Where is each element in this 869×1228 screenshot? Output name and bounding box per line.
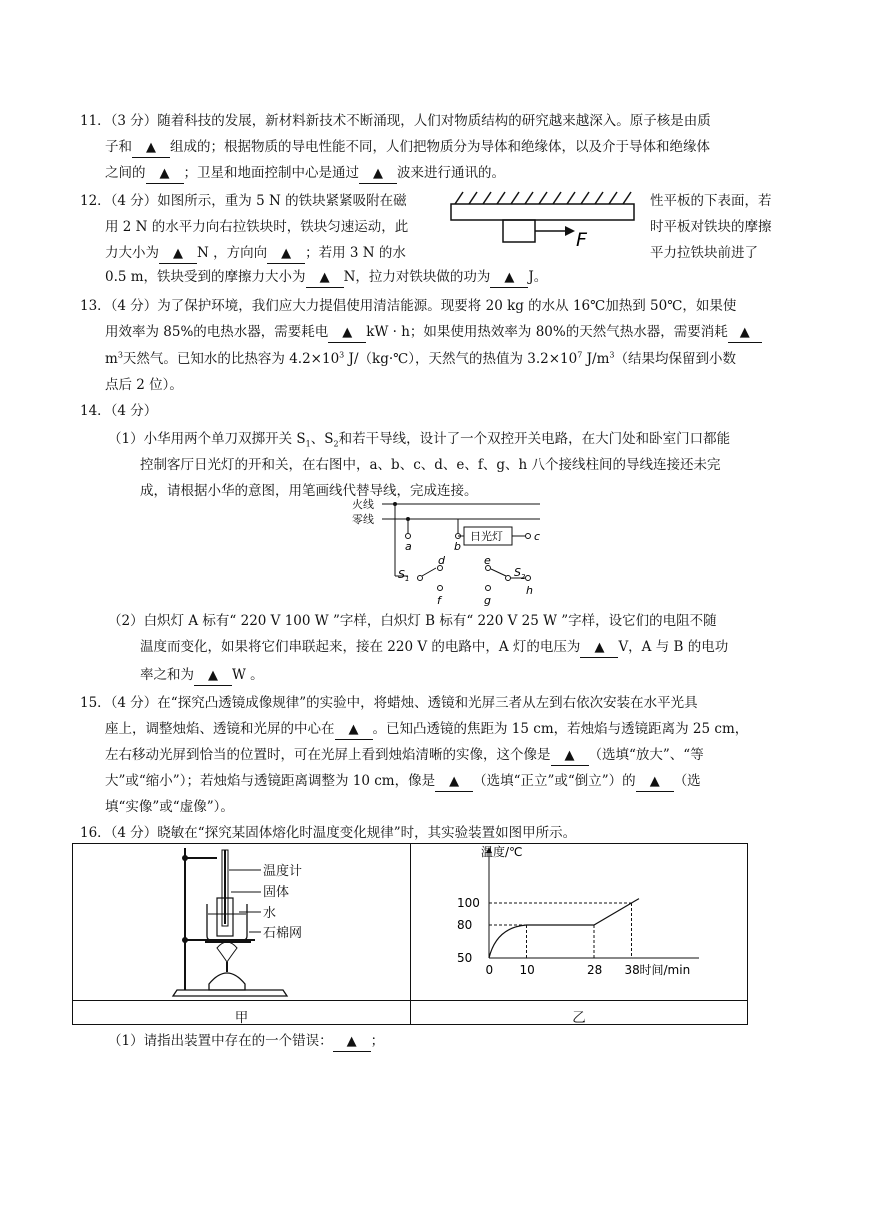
magnetic-plate bbox=[451, 204, 634, 220]
terminal-c-label: c bbox=[534, 530, 541, 543]
q12-line4 bbox=[105, 268, 547, 288]
q12-line3a bbox=[105, 244, 406, 264]
answer-blank[interactable] bbox=[490, 268, 528, 288]
terminal-g-label: g bbox=[484, 594, 491, 607]
iron-block bbox=[503, 220, 535, 242]
q11-line1: 11．（3 分）随着科技的发展，新材料新技术不断涌现，人们对物质结构的研究越来越深入。原子核是由质 bbox=[80, 113, 711, 129]
answer-mark: ▲ bbox=[346, 1034, 357, 1049]
x-tick-label: 28 bbox=[587, 963, 603, 977]
answer-blank[interactable] bbox=[159, 244, 197, 264]
apparatus-figure bbox=[167, 844, 397, 1000]
superscript: 7 bbox=[577, 350, 583, 360]
superscript: 3 bbox=[117, 350, 123, 360]
q15-line3 bbox=[105, 746, 704, 766]
x-tick-label: 10 bbox=[519, 963, 535, 977]
ring-screw bbox=[182, 937, 188, 943]
answer-blank[interactable] bbox=[580, 638, 618, 658]
terminal-c[interactable] bbox=[526, 534, 531, 539]
y-tick-label: 80 bbox=[457, 918, 473, 932]
force-label: F bbox=[576, 229, 587, 251]
q12-text: J。 bbox=[528, 269, 548, 285]
subscript: 1 bbox=[305, 439, 311, 449]
q13-text: J/m bbox=[582, 351, 610, 367]
q16-sub1 bbox=[108, 1032, 384, 1052]
x-tick-label: 0 bbox=[485, 963, 494, 977]
q15-text: （选 bbox=[673, 773, 701, 789]
q14-text: 率之和为 bbox=[140, 667, 194, 683]
switch-s2-blade bbox=[491, 569, 506, 576]
q15-text: 座上，调整烛焰、透镜和光屏的中心在 bbox=[105, 721, 335, 737]
answer-mark: ▲ bbox=[649, 774, 660, 789]
lamp-label: 日光灯 bbox=[470, 530, 503, 543]
terminal-d-label: d bbox=[438, 554, 445, 567]
q14-p2-line1: （2）白炽灯 A 标有“ 220 V 100 W ”字样，白炽灯 B 标有“ 220 V 25 W ”字样，设它们的电阻不随 bbox=[108, 613, 717, 629]
terminal-f[interactable] bbox=[438, 586, 443, 591]
q11-text: ；卫星和地面控制中心是通过 bbox=[183, 165, 359, 181]
q13-line4: 点后 2 位）。 bbox=[105, 377, 183, 393]
q12-text: 0.5 m，铁块受到的摩擦力大小为 bbox=[105, 269, 306, 285]
q15-text: （选填“放大”、“等 bbox=[588, 747, 704, 763]
q15-line1: 15．（4 分）在“探究凸透镜成像规律”的实验中，将蜡烛、透镜和光屏三者从左到右依次安装在水平光具 bbox=[80, 695, 698, 711]
answer-mark: ▲ bbox=[342, 325, 353, 340]
thermometer-label: 温度计 bbox=[263, 864, 303, 879]
q12-text: N ，方向向 bbox=[197, 245, 268, 261]
q15-line5: 填“实像”或“虚像”）。 bbox=[105, 799, 234, 815]
q12-text: N，拉力对铁块做的功为 bbox=[343, 269, 491, 285]
q14-text: 、S bbox=[310, 431, 334, 447]
beaker bbox=[207, 904, 247, 940]
q15-text: 。已知凸透镜的焦距为 15 cm，若烛焰与透镜距离为 25 cm， bbox=[372, 721, 749, 737]
q11-text: 波来进行通讯的。 bbox=[397, 165, 505, 181]
q15-text: 大”或“缩小”）；若烛焰与透镜距离调整为 10 cm，像是 bbox=[105, 773, 436, 789]
terminal-b-label: b bbox=[454, 540, 461, 553]
q14-p2-line3 bbox=[140, 666, 264, 686]
subscript: 2 bbox=[333, 439, 339, 449]
temperature-time-chart bbox=[451, 844, 747, 1000]
answer-blank[interactable] bbox=[335, 720, 373, 740]
q14-text: V，A 与 B 的电功 bbox=[618, 639, 729, 655]
q13-line3 bbox=[105, 350, 736, 368]
answer-mark: ▲ bbox=[281, 246, 292, 261]
q14-p1-line1 bbox=[108, 430, 730, 448]
terminal-h-label: h bbox=[526, 584, 533, 597]
answer-blank[interactable] bbox=[636, 772, 674, 792]
q11-text: 子和 bbox=[105, 139, 132, 155]
y-tick-label: 100 bbox=[457, 896, 480, 910]
y-axis-label: 温度/℃ bbox=[481, 845, 523, 859]
circuit-diagram bbox=[340, 496, 550, 610]
answer-mark: ▲ bbox=[208, 668, 218, 683]
table-divider bbox=[73, 1000, 747, 1001]
q13-text: kW · h；如果使用热效率为 80%的天然气热水器，需要消耗 bbox=[366, 324, 728, 340]
answer-mark: ▲ bbox=[739, 325, 750, 340]
terminal-a[interactable] bbox=[406, 534, 411, 539]
q14-head: 14．（4 分） bbox=[80, 403, 158, 419]
q14-text: （1）小华用两个单刀双掷开关 S bbox=[108, 431, 306, 447]
q15-line4 bbox=[105, 772, 701, 792]
q11-line2 bbox=[105, 138, 710, 158]
q14-p1-line2: 控制客厅日光灯的开和关，在右图中，a、b、c、d、e、f、g、h 八个接线柱间的导线连接还未完 bbox=[140, 457, 721, 473]
answer-mark: ▲ bbox=[594, 640, 605, 655]
temperature-curve bbox=[489, 899, 639, 958]
q14-text: 温度而变化，如果将它们串联起来，接在 220 V 的电路中，A 灯的电压为 bbox=[140, 639, 581, 655]
answer-blank[interactable] bbox=[194, 666, 232, 686]
answer-mark: ▲ bbox=[146, 140, 156, 155]
switch-s1-pivot[interactable] bbox=[418, 576, 423, 581]
clamp-screw bbox=[182, 855, 188, 861]
figure-a-label: 甲 bbox=[234, 1010, 249, 1026]
answer-mark: ▲ bbox=[564, 748, 575, 763]
gauze-label: 石棉网 bbox=[263, 926, 303, 941]
q16-text: （1）请指出装置中存在的一个错误： bbox=[108, 1033, 333, 1049]
answer-blank[interactable] bbox=[435, 772, 473, 792]
q13-text: 用效率为 85%的电热水器，需要耗电 bbox=[105, 324, 329, 340]
q15-text: （选填“正立”或“倒立”）的 bbox=[473, 773, 636, 789]
switch-s1-blade bbox=[422, 568, 436, 576]
arrow-head bbox=[565, 226, 575, 236]
q15-text: 左右移动光屏到恰当的位置时，可在光屏上看到烛焰清晰的实像，这个像是 bbox=[105, 747, 551, 763]
figure-b-label: 乙 bbox=[572, 1010, 586, 1026]
q16-line1: 16．（4 分）晓敏在“探究某固体熔化时温度变化规律”时，其实验装置如图甲所示。 bbox=[80, 825, 577, 841]
superscript: 3 bbox=[339, 350, 345, 360]
q15-line2 bbox=[105, 720, 748, 740]
answer-blank[interactable] bbox=[146, 164, 184, 184]
q12-text: ；若用 3 N 的水 bbox=[305, 245, 406, 261]
q14-p2-line2 bbox=[140, 638, 728, 658]
answer-mark: ▲ bbox=[159, 166, 170, 181]
answer-mark: ▲ bbox=[504, 270, 515, 285]
magnet-plate-figure bbox=[445, 190, 640, 252]
q14-text: W 。 bbox=[232, 667, 264, 683]
live-wire-label: 火线 bbox=[352, 498, 374, 511]
answer-blank[interactable] bbox=[359, 164, 397, 184]
water-label: 水 bbox=[263, 906, 277, 921]
flame bbox=[217, 942, 237, 962]
terminal-f-label: f bbox=[437, 594, 441, 607]
q16-text: ； bbox=[370, 1033, 385, 1049]
answer-blank[interactable] bbox=[333, 1032, 371, 1052]
figure-table bbox=[72, 843, 748, 1025]
q12-line3d: 平力拉铁块前进了 bbox=[650, 245, 758, 261]
answer-mark: ▲ bbox=[173, 246, 183, 261]
q12-line2b: 时平板对铁块的摩擦 bbox=[650, 219, 772, 235]
q12-line2a: 用 2 N 的水平力向右拉铁块时，铁块匀速运动，此 bbox=[105, 219, 409, 235]
answer-blank[interactable] bbox=[728, 323, 762, 343]
stand-base bbox=[173, 990, 287, 996]
q12-text: 力大小为 bbox=[105, 245, 159, 261]
q11-line3 bbox=[105, 164, 505, 184]
neutral-wire-label: 零线 bbox=[352, 513, 374, 526]
q13-text: （结果均保留到小数 bbox=[614, 351, 736, 367]
q13-line2 bbox=[105, 323, 762, 343]
terminal-h[interactable] bbox=[526, 576, 531, 581]
answer-blank[interactable] bbox=[132, 138, 170, 158]
q13-text: 天然气。已知水的比热容为 4.2×10 bbox=[122, 351, 340, 367]
solid-label: 固体 bbox=[263, 885, 290, 900]
terminal-g[interactable] bbox=[486, 586, 491, 591]
table-divider bbox=[410, 844, 411, 1024]
terminal-e-label: e bbox=[484, 554, 491, 567]
answer-blank[interactable] bbox=[267, 244, 305, 264]
x-tick-label: 38 bbox=[624, 963, 640, 977]
switch-s2-label: $S_2$ bbox=[514, 566, 526, 581]
q13-text: J/（kg·℃），天然气的热值为 3.2×10 bbox=[344, 351, 578, 367]
answer-blank[interactable] bbox=[328, 323, 366, 343]
x-axis-label: 时间/min bbox=[639, 963, 691, 977]
q14-p1-line3: 成，请根据小华的意图，用笔画线代替导线，完成连接。 bbox=[140, 483, 478, 499]
answer-blank[interactable] bbox=[551, 746, 589, 766]
alcohol-lamp bbox=[209, 973, 245, 990]
q13-line1: 13．（4 分）为了保护环境，我们应大力提倡使用清洁能源。现要将 20 kg 的水从 16℃加热到 50℃，如果使 bbox=[80, 298, 737, 314]
q13-text: m bbox=[105, 351, 118, 367]
y-tick-label: 50 bbox=[457, 951, 473, 965]
answer-mark: ▲ bbox=[449, 774, 460, 789]
answer-mark: ▲ bbox=[319, 270, 330, 285]
answer-mark: ▲ bbox=[348, 722, 359, 737]
answer-blank[interactable] bbox=[306, 268, 344, 288]
superscript: 3 bbox=[609, 350, 615, 360]
switch-s2-pivot[interactable] bbox=[506, 576, 511, 581]
q14-text: 和若干导线，设计了一个双控开关电路，在大门处和卧室门口都能 bbox=[338, 431, 731, 447]
answer-mark: ▲ bbox=[373, 166, 383, 181]
switch-s1-label: $S_1$ bbox=[398, 568, 410, 583]
q11-text: 组成的；根据物质的导电性能不同，人们把物质分为导体和绝缘体，以及介于导体和绝缘体 bbox=[170, 139, 710, 155]
q12-line1b: 性平板的下表面，若 bbox=[650, 193, 772, 209]
q11-text: 之间的 bbox=[105, 165, 146, 181]
q12-line1a: 12．（4 分）如图所示，重为 5 N 的铁块紧紧吸附在磁 bbox=[80, 193, 407, 209]
terminal-a-label: a bbox=[405, 540, 412, 553]
